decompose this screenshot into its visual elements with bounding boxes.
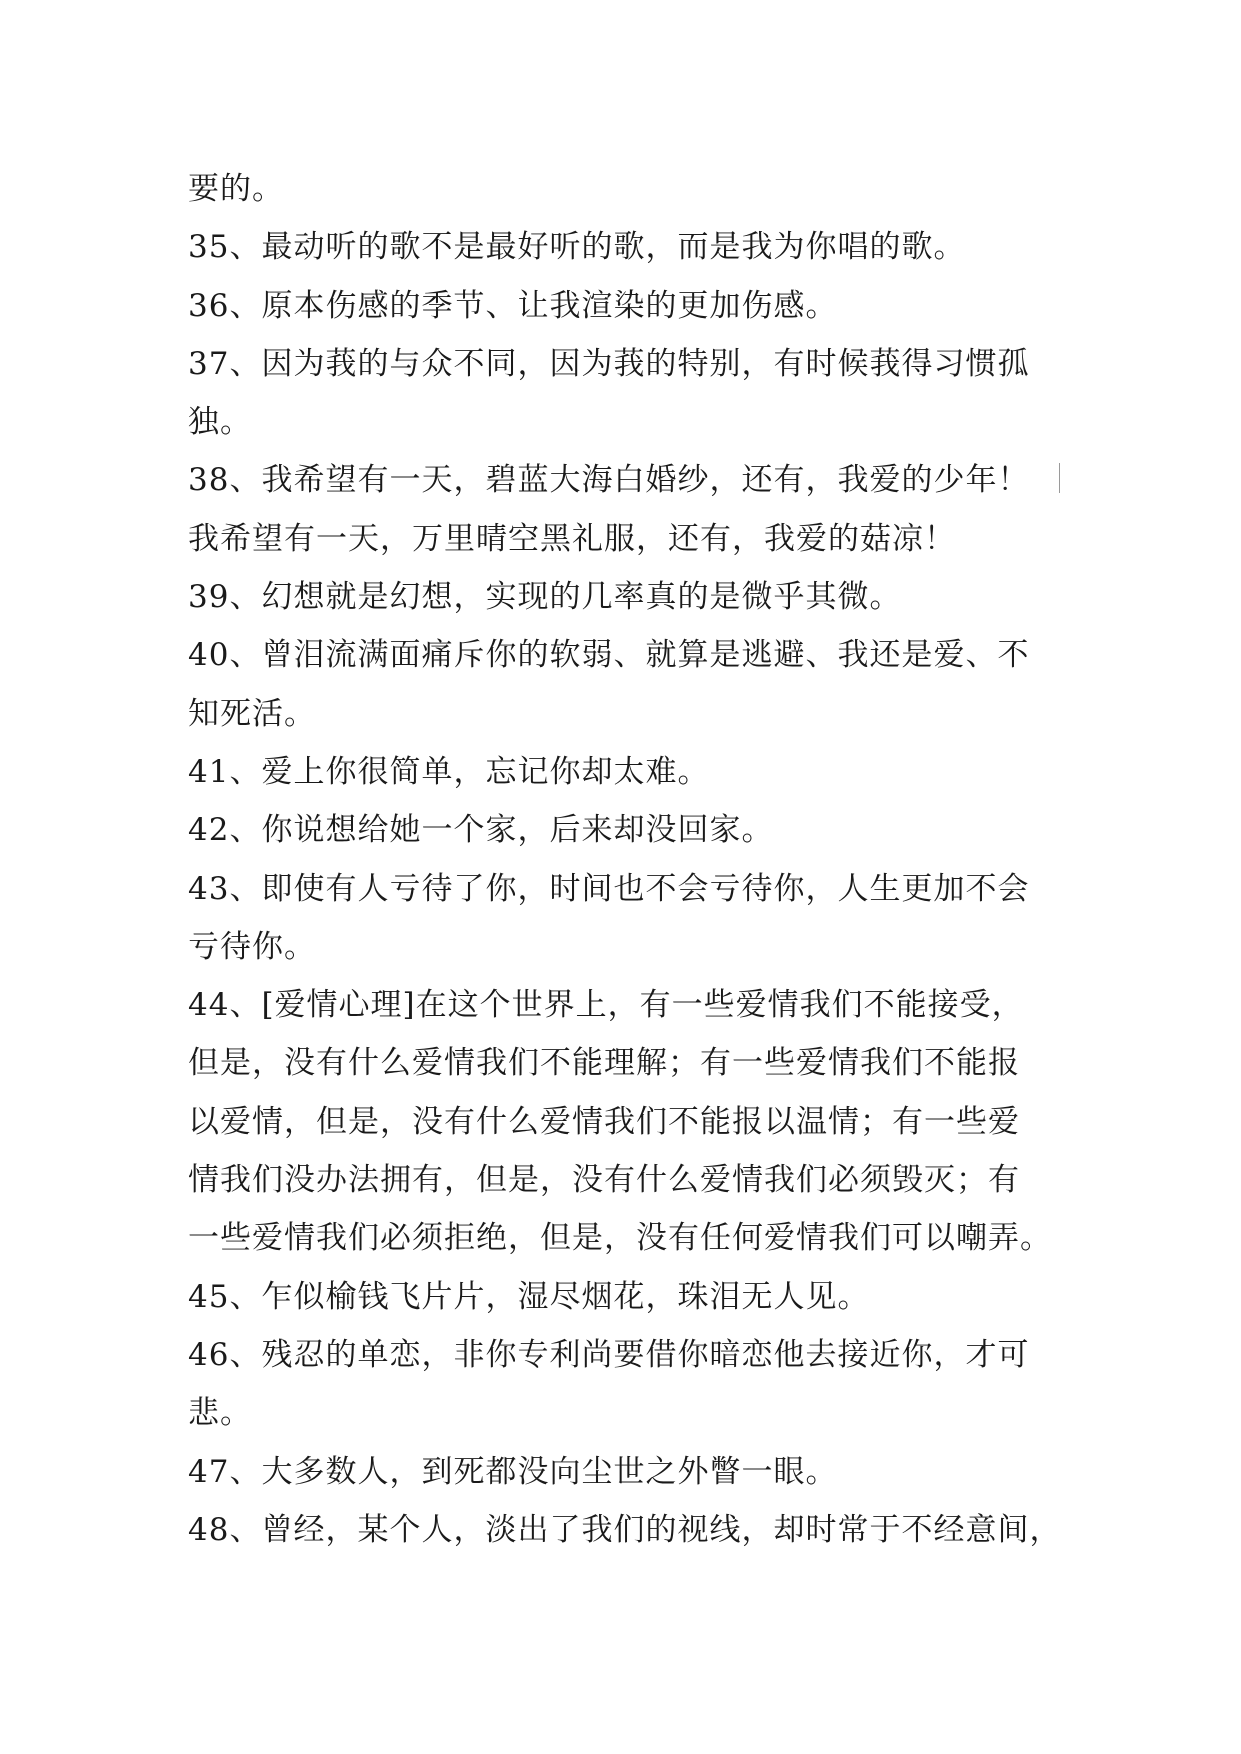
text-line: 40、曾泪流满面痛斥你的软弱、就算是逃避、我还是爱、不 xyxy=(188,637,1030,674)
text-line: 42、你说想给她一个家，后来却没回家。 xyxy=(188,812,774,849)
text-line: 但是，没有什么爱情我们不能理解；有一些爱情我们不能报 xyxy=(188,1045,1020,1082)
text-line: 要的。 xyxy=(188,171,284,207)
text-line: 一些爱情我们必须拒绝，但是，没有任何爱情我们可以嘲弄。 xyxy=(188,1220,1052,1257)
text-line: 我希望有一天，万里晴空黑礼服，还有，我爱的菇凉！ xyxy=(188,520,956,557)
text-line: 44、[爱情心理]在这个世界上，有一些爱情我们不能接受， xyxy=(188,987,1024,1024)
text-line: 悲。 xyxy=(188,1395,252,1432)
text-line: 38、我希望有一天，碧蓝大海白婚纱，还有，我爱的少年！ xyxy=(188,462,1030,499)
text-line: 情我们没办法拥有，但是，没有什么爱情我们必须毁灭；有 xyxy=(188,1162,1020,1199)
text-line: 知死活。 xyxy=(188,695,316,732)
text-line: 35、最动听的歌不是最好听的歌，而是我为你唱的歌。 xyxy=(188,229,966,266)
text-line: 45、乍似榆钱飞片片，湿尽烟花，珠泪无人见。 xyxy=(188,1278,870,1315)
text-cursor-mark xyxy=(1059,463,1060,493)
text-line: 以爱情，但是，没有什么爱情我们不能报以温情；有一些爱 xyxy=(188,1103,1020,1140)
text-line: 独。 xyxy=(188,404,252,441)
text-line: 47、大多数人，到死都没向尘世之外瞥一眼。 xyxy=(188,1453,838,1490)
text-line: 48、曾经，某个人，淡出了我们的视线，却时常于不经意间， xyxy=(188,1511,1062,1548)
text-line: 36、原本伤感的季节、让我渲染的更加伤感。 xyxy=(188,287,838,324)
document-body xyxy=(188,160,1068,1559)
text-line: 43、即使有人亏待了你，时间也不会亏待你，人生更加不会 xyxy=(188,870,1030,907)
text-line: 41、爱上你很简单，忘记你却太难。 xyxy=(188,753,710,790)
text-line: 亏待你。 xyxy=(188,928,316,965)
text-line: 37、因为莪的与众不同，因为莪的特别，有时候莪得习惯孤 xyxy=(188,345,1030,382)
text-line: 46、残忍的单恋，非你专利尚要借你暗恋他去接近你，才可 xyxy=(188,1336,1030,1373)
text-line: 39、幻想就是幻想，实现的几率真的是微乎其微。 xyxy=(188,579,902,616)
